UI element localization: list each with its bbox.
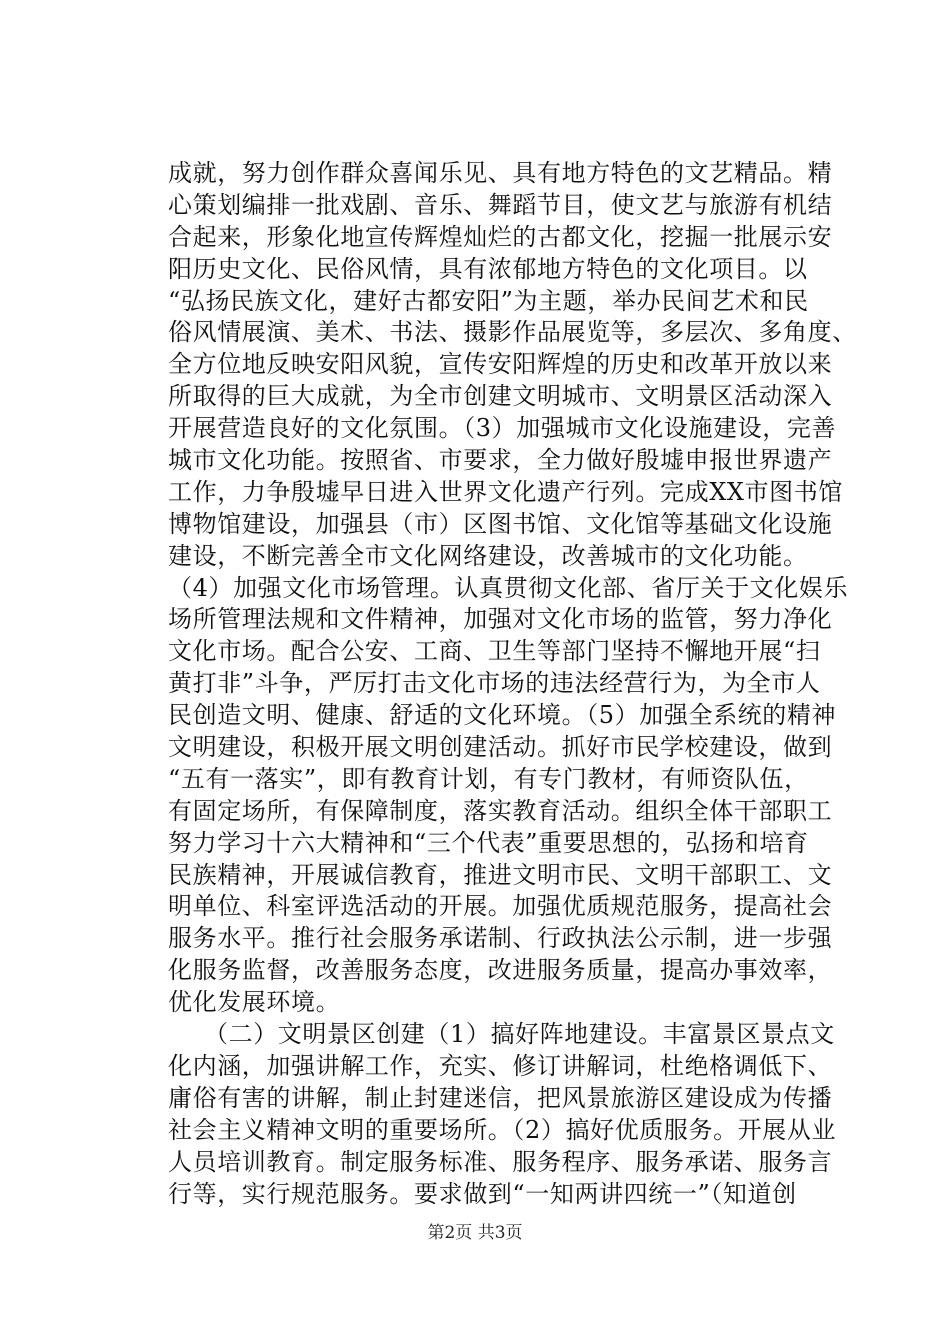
text-line: 有固定场所，有保障制度，落实教育活动。组织全体干部职工 [168,796,833,825]
text-line: 心策划编排一批戏剧、音乐、舞蹈节目，使文艺与旅游有机结 [168,190,833,219]
text-line: 合起来，形象化地宣传辉煌灿烂的古都文化，挖掘一批展示安 [168,222,833,251]
text-line: 城市文化功能。按照省、市要求，全力做好殷墟申报世界遗产 [168,446,833,475]
text-line: 行等，实行规范服务。要求做到“一知两讲四统一”（知道创 [168,1179,797,1208]
text-line: 俗风情展演、美术、书法、摄影作品展览等，多层次、多角度、 [168,318,857,347]
text-line: （4）加强文化市场管理。认真贯彻文化部、省厅关于文化娱乐 [168,573,849,602]
text-line: 人员培训教育。制定服务标准、服务程序、服务承诺、服务言 [168,1147,833,1176]
text-line: 建设，不断完善全市文化网络建设，改善城市的文化功能。 [168,541,808,570]
text-line: 服务水平。推行社会服务承诺制、行政执法公示制，进一步强 [168,924,833,953]
text-line: 博物馆建设，加强县（市）区图书馆、文化馆等基础文化设施 [168,509,833,538]
text-line: 社会主义精神文明的重要场所。（2）搞好优质服务。开展从业 [168,1115,837,1144]
text-line: 开展营造良好的文化氛围。（3）加强城市文化设施建设，完善 [168,414,837,443]
text-line: 化服务监督，改善服务态度，改进服务质量，提高办事效率， [168,956,833,985]
text-line: 全方位地反映安阳风貌，宣传安阳辉煌的历史和改革开放以来 [168,350,833,379]
text-line: （二）文明景区创建（1）搞好阵地建设。丰富景区景点文 [204,1020,835,1049]
body-text [168,158,858,1210]
text-line: “五有一落实”，即有教育计划，有专门教材，有师资队伍， [168,764,809,793]
text-line: 化内涵，加强讲解工作，充实、修订讲解词，杜绝格调低下、 [168,1051,833,1080]
text-line: 文化市场。配合公安、工商、卫生等部门坚持不懈地开展“扫 [168,637,821,666]
text-line: 场所管理法规和文件精神，加强对文化市场的监管，努力净化 [168,605,833,634]
text-line: 明单位、科室评选活动的开展。加强优质规范服务，提高社会 [168,892,833,921]
page-footer: 第2页 共3页 [427,1223,523,1243]
text-line: 黄打非”斗争，严厉打击文化市场的违法经营行为，为全市人 [168,669,821,698]
text-line: “弘扬民族文化，建好古都安阳”为主题，举办民间艺术和民 [168,286,809,315]
text-line: 阳历史文化、民俗风情，具有浓郁地方特色的文化项目。以 [168,254,808,283]
text-line: 民族精神，开展诚信教育，推进文明市民、文明干部职工、文 [168,860,833,889]
text-line: 努力学习十六大精神和“三个代表”重要思想的，弘扬和培育 [168,828,809,857]
text-line: 所取得的巨大成就，为全市创建文明城市、文明景区活动深入 [168,382,833,411]
text-line: 优化发展环境。 [168,988,341,1017]
text-line: 文明建设，积极开展文明创建活动。抓好市民学校建设，做到 [168,733,833,762]
text-line: 工作，力争殷墟早日进入世界文化遗产行列。完成XX市图书馆 [168,477,843,506]
text-line: 成就，努力创作群众喜闻乐见、具有地方特色的文艺精品。精 [168,159,833,187]
text-line: 民创造文明、健康、舒适的文化环境。（5）加强全系统的精神 [168,701,837,730]
text-line: 庸俗有害的讲解，制止封建迷信，把风景旅游区建设成为传播 [168,1083,833,1112]
